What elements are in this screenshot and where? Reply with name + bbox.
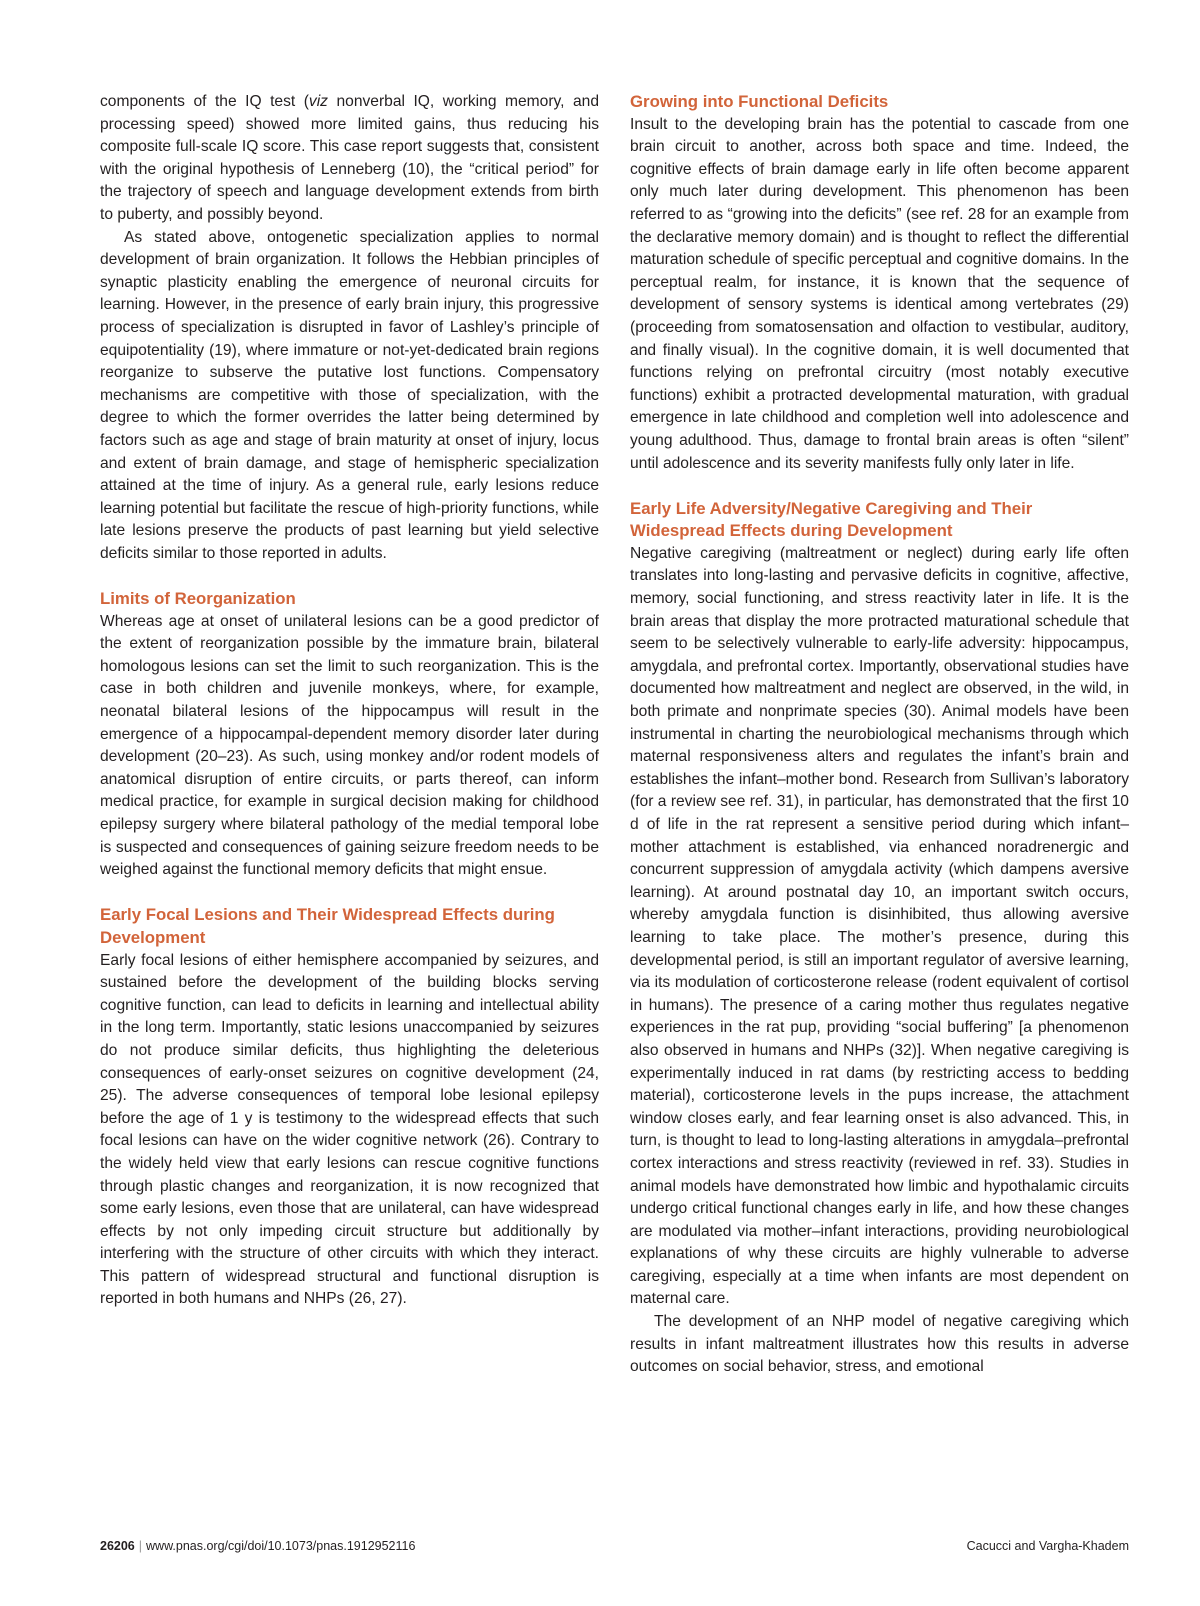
paragraph-focal-lesions: Early focal lesions of either hemisphere accompanied by seizures, and sustained before the development of the building blocks serving cognitive function, can lead to deficits in learning and intellectual ability in the long term. Importantly, static lesions unaccompanied by seizures do not produce similar deficits, thus highlighting the deleterious consequences of early-onset seizures on cognitive development (24, 25). The adverse consequences of temporal lobe lesional epilepsy before the age of 1 y is testimony to the widespread effects that such focal lesions can have on the wider cognitive network (26). Contrary to the widely held view that early lesions can rescue cognitive functions through plastic changes and reorganization, it is now recognized that some early lesions, even those that are unilateral, can have widespread effects by not only impeding circuit structure but additionally by interfering with the structure of other circuits with which they interact. This pattern of widespread structural and functional disruption is reported in both humans and NHPs (26, 27).	[100, 951, 599, 1308]
left-column	[100, 91, 599, 1311]
text-run: nonverbal IQ, working memory, and processing speed) showed more limited gains, thus reducing his composite full-scale IQ score. This case report suggests that, consistent with the original hypothesis of Lenneberg (10), the “critical period” for the trajectory of speech and language development extends from birth to puberty, and possibly beyond.	[100, 93, 599, 223]
paragraph-specialization: As stated above, ontogenetic specialization applies to normal development of brain organization. It follows the Hebbian principles of synaptic plasticity enabling the emergence of neuronal circuits for learning. However, in the presence of early brain injury, this progressive process of specialization is disrupted in favor of Lashley’s principle of equipotentiality (19), where immature or not-yet-dedicated brain regions reorganize to subserve the putative lost functions. Compensatory mechanisms are competitive with those of specialization, with the degree to which the former overrides the latter being determined by factors such as age and stage of brain maturity at onset of injury, locus and extent of brain damage, and stage of hemispheric specialization attained at the time of injury. As a general rule, early lesions reduce learning potential but facilitate the rescue of high-priority functions, while late lesions preserve the products of past learning but yield selective deficits similar to those reported in adults.	[100, 228, 599, 562]
paragraph-limits: Whereas age at onset of unilateral lesions can be a good predictor of the extent of reorganization possible by the immature brain, bilateral homologous lesions can set the limit to such reorganization. This is the case in both children and juvenile monkeys, where, for example, neonatal bilateral lesions of the hippocampus will result in the emergence of a hippocampal-dependent memory disorder later during development (20–23). As such, using monkey and/or rodent models of anatomical disruption of entire circuits, or parts thereof, can inform medical practice, for example in surgical decision making for childhood epilepsy surgery where bilateral pathology of the medial temporal lobe is suspected and consequences of gaining seizure freedom needs to be weighed against the functional memory deficits that might ensue.	[100, 612, 599, 879]
right-column	[630, 91, 1129, 1379]
doi-link[interactable]: www.pnas.org/cgi/doi/10.1073/pnas.1912952116	[146, 1539, 416, 1553]
heading-early-focal-lesions: Early Focal Lesions and Their Widespread Effects during Development	[100, 905, 555, 947]
heading-limits-of-reorganization: Limits of Reorganization	[100, 589, 296, 609]
paragraph-adversity: Negative caregiving (maltreatment or neglect) during early life often translates into long-lasting and pervasive deficits in cognitive, affective, memory, social functioning, and stress reactivity later in life. It is the brain areas that display the more protracted maturational schedule that seem to be selectively vulnerable to early-life adversity: hippocampus, amygdala, and prefrontal cortex. Importantly, observational studies have documented how maltreatment and neglect are observed, in the wild, in both primate and nonprimate species (30). Animal models have been instrumental in charting the neurobiological mechanisms through which maternal responsiveness alters and regulates the infant’s brain and establishes the infant–mother bond. Research from Sullivan’s laboratory (for a review see ref. 31), in particular, has demonstrated that the first 10 d of life in the rat represent a sensitive period during which infant–mother attachment is established, via enhanced noradrenergic and concurrent suppression of amygdala activity (which dampens aversive learning). At around postnatal day 10, an important switch occurs, whereby amygdala function is disinhibited, thus allowing aversive learning to take place. The mother’s presence, during this developmental period, is still an important regulator of aversive learning, via its modulation of corticosterone release (rodent equivalent of cortisol in humans). The presence of a caring mother thus regulates negative experiences in the rat pup, providing “social buffering” [a phenomenon also observed in humans and NHPs (32)]. When negative caregiving is experimentally induced in rat dams (by restricting access to bedding material), corticosterone levels in the pups increase, the attachment window closes early, and fear learning onset is also advanced. This, in turn, is thought to lead to long-lasting alterations in amygdala–prefrontal cortex interactions and stress reactivity (reviewed in ref. 33). Studies in animal models have demonstrated how limbic and hypothalamic circuits undergo critical functional changes early in life, and how these changes are modulated via mother–infant interactions, providing neurobiological explanations of why these circuits are highly vulnerable to adverse caregiving, especially at a time when infants are most dependent on maternal care.	[630, 544, 1129, 1308]
page-number: 26206	[100, 1539, 135, 1553]
footer-authors: Cacucci and Vargha-Khadem	[966, 1539, 1129, 1553]
paragraph-nhp-model: The development of an NHP model of negative caregiving which results in infant maltreatment illustrates how this results in adverse outcomes on social behavior, stress, and emotional	[630, 1313, 1129, 1376]
footer-separator: |	[138, 1539, 143, 1553]
paragraph-iq-gains	[100, 91, 599, 227]
italic-viz: viz	[308, 93, 328, 110]
heading-growing-into-deficits: Growing into Functional Deficits	[630, 92, 889, 111]
heading-early-life-adversity: Early Life Adversity/Negative Caregiving and Their Widespread Effects during Development	[630, 498, 1033, 541]
paragraph-growing: Insult to the developing brain has the potential to cascade from one brain circuit to another, across both space and time. Indeed, the cognitive effects of brain damage early in life often become apparent only much later during development. This phenomenon has been referred to as “growing into the deficits” (see ref. 28 for an example from the declarative memory domain) and is thought to reflect the differential maturation schedule of specific perceptual and cognitive domains. In the perceptual realm, for instance, it is known that the sequence of development of sensory systems is identical among vertebrates (29) (proceeding from somatosensation and olfaction to vestibular, auditory, and finally visual). In the cognitive domain, it is well documented that functions relying on prefrontal circuitry (most notably executive functions) exhibit a protracted developmental maturation, with gradual emergence in late childhood and completion well into adolescence and young adulthood. Thus, damage to frontal brain areas is often “silent” until adolescence and its severity manifests fully only later in life.	[630, 115, 1129, 472]
page-footer	[100, 1538, 1129, 1554]
text-run: components of the IQ test (	[100, 93, 309, 110]
